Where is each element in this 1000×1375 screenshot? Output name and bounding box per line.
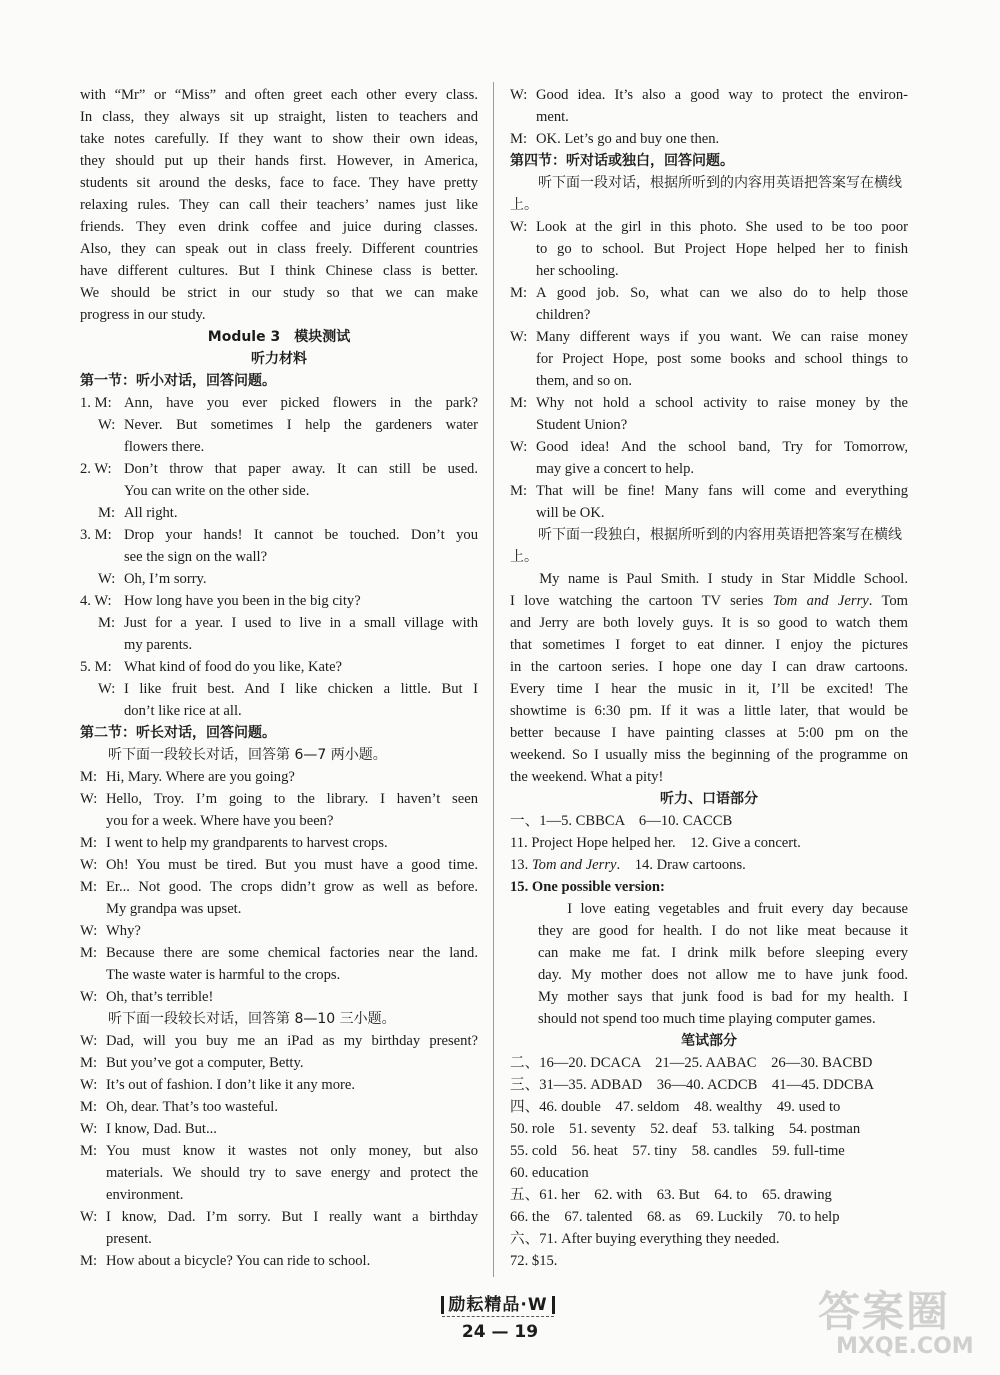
speaker: W:: [80, 1209, 98, 1225]
dialog-line: materials. We should try to save energy and protect the: [106, 1165, 478, 1181]
dialog-line: present.: [106, 1231, 152, 1247]
speaker: M:: [510, 483, 528, 499]
dialog-line: Ann, have you ever picked flowers in the park?: [124, 395, 478, 411]
dialog-line: Oh, that’s terrible!: [106, 989, 214, 1005]
speaker: W:: [80, 989, 98, 1005]
right-column: [510, 84, 908, 1272]
dialog-line: Never. But sometimes I help the gardeners water: [124, 417, 478, 433]
dialog-line: My grandpa was upset.: [106, 901, 242, 917]
show-title: Tom and Jerry: [772, 593, 869, 609]
monologue: [510, 568, 908, 788]
dialog-number: 3. M:: [80, 527, 112, 543]
text-segment: 13.: [510, 857, 532, 873]
speaker: W:: [510, 219, 528, 235]
dialog-line: environment.: [106, 1187, 184, 1203]
text-line: day. My mother does not allow me to have junk food.: [538, 967, 908, 983]
answer-line: 五、61. her 62. with 63. But 64. to 65. drawing: [510, 1187, 832, 1203]
short-dialog-3: [80, 524, 478, 590]
text-line: Every time I hear the music in it, I’ll be excited! The: [510, 681, 908, 697]
dialog-line: Why?: [106, 923, 141, 939]
speaker: M:: [80, 1055, 98, 1071]
speaker: M:: [510, 131, 528, 147]
dialog-line: may give a concert to help.: [536, 461, 695, 477]
section-4-intro-1: 听下面一段对话，根据所听到的内容用英语把答案写在横线上。: [510, 175, 902, 213]
dialog-line: What kind of food do you like, Kate?: [124, 659, 343, 675]
short-dialog-2: [80, 458, 478, 524]
text-line: I love eating vegetables and fruit every day because: [567, 901, 908, 917]
speaker: W:: [98, 681, 116, 697]
dialog-line: I know, Dad. I’m sorry. But I really want a birthday: [106, 1209, 478, 1225]
answer-line: 15. One possible version:: [510, 879, 665, 895]
text-line: the weekend. What a pity!: [510, 769, 664, 785]
text-line: that sometimes I forget to eat dinner. I enjoy the pictures: [510, 637, 908, 653]
dialog-line: you for a week. Where have you been?: [106, 813, 334, 829]
speaker: W:: [98, 417, 116, 433]
text-line: relaxing rules. They can call their teachers’ names just like: [80, 197, 478, 213]
left-column: [80, 84, 478, 1272]
speaker: W:: [80, 923, 98, 939]
dialog-line: Because there are some chemical factories near the land.: [106, 945, 478, 961]
watermark-text: 答案圈: [818, 1287, 951, 1336]
answer-line: 72. $15.: [510, 1253, 558, 1269]
short-dialog-5: [80, 656, 478, 722]
speaker: W:: [98, 571, 116, 587]
text-line: progress in our study.: [80, 307, 206, 323]
dialog-line: Look at the girl in this photo. She used to be too poor: [536, 219, 908, 235]
long-dialog-2-continued: [510, 84, 908, 150]
section-2-title: 第二节：听长对话，回答问题。: [80, 725, 276, 741]
dialog-line: will be OK.: [536, 505, 605, 521]
dialog-line: Hello, Troy. I’m going to the library. I haven’t seen: [106, 791, 478, 807]
text-line: better because I have painting classes at 5:00 pm on the: [510, 725, 908, 741]
brand-bar-right: [552, 1296, 555, 1314]
dialog-line: I know, Dad. But...: [106, 1121, 217, 1137]
short-dialog-1: [80, 392, 478, 458]
dialog-line: them, and so on.: [536, 373, 633, 389]
intro-paragraph: [80, 84, 478, 326]
text-line: take notes carefully. If they want to show their own ideas,: [80, 131, 478, 147]
dialog-line: Good idea! And the school band, Try for Tomorrow,: [536, 439, 908, 455]
dialog-number: 5. M:: [80, 659, 112, 675]
dialog-line: Hi, Mary. Where are you going?: [106, 769, 295, 785]
watermark: [818, 1287, 988, 1365]
text-line: My mother says that junk food is bad for my health. I: [538, 989, 908, 1005]
sample-essay: [510, 898, 908, 1030]
speaker: M:: [98, 615, 116, 631]
module-title: Module 3 模块测试: [207, 329, 351, 345]
text-line: in the cartoon series. I hope one day I can draw cartoons.: [510, 659, 908, 675]
section-4-title: 第四节：听对话或独白，回答问题。: [510, 153, 734, 169]
dialog-line: Drop your hands! It cannot be touched. Don’t you: [124, 527, 478, 543]
answer-line: 四、46. double 47. seldom 48. wealthy 49. used to: [510, 1099, 841, 1115]
text-line: they are good for health. I do not like meat because it: [538, 923, 908, 939]
long-dialog-2: [80, 1030, 478, 1272]
text-line: can make me fat. I drink milk before sleeping every: [538, 945, 908, 961]
text-line: should not spend too much time playing computer games.: [538, 1011, 876, 1027]
dialog-line: But you’ve got a computer, Betty.: [106, 1055, 304, 1071]
dialog-line: her schooling.: [536, 263, 619, 279]
speaker: M:: [80, 1253, 98, 1269]
dialog-line: How long have you been in the big city?: [124, 593, 361, 609]
dialog-line: How about a bicycle? You can ride to school.: [106, 1253, 371, 1269]
dialog-line: That will be fine! Many fans will come and everything: [536, 483, 908, 499]
text-line: and Jerry are both lovely guys. It is so good to watch them: [510, 615, 908, 631]
dialog-line: Student Union?: [536, 417, 628, 433]
speaker: M:: [80, 945, 98, 961]
text-line: have different cultures. But I think Chinese class is better.: [80, 263, 478, 279]
speaker: M:: [80, 835, 98, 851]
dialog-line: Just for a year. I used to live in a small village with: [124, 615, 478, 631]
dialog-line: ment.: [536, 109, 569, 125]
speaker: W:: [510, 329, 528, 345]
text-line: showtime is 6:30 pm. If it was a little later, that would be: [510, 703, 908, 719]
answer-line: 三、31—35. ADBAD 36—40. ACDCB 41—45. DDCBA: [510, 1077, 875, 1093]
dialog-line: Oh, I’m sorry.: [124, 571, 207, 587]
dialog-line: my parents.: [124, 637, 193, 653]
page-number: 24 — 19: [461, 1322, 539, 1342]
text-line: weekend. So I usually miss the beginning of the programme on: [510, 747, 908, 763]
dialog-line: It’s out of fashion. I don’t like it any more.: [106, 1077, 355, 1093]
dialog-number: 2. W:: [80, 461, 112, 477]
speaker: M:: [98, 505, 116, 521]
show-title: Tom and Jerry: [531, 857, 617, 873]
speaker: M:: [510, 285, 528, 301]
text-line: We should be strict in our study so that we can make: [80, 285, 478, 301]
dialog-line: Good idea. It’s also a good way to protect the environ-: [536, 87, 908, 103]
dialog-line: A good job. So, what can we also do to help those: [536, 285, 908, 301]
section-4-intro-2: 听下面一段独白，根据所听到的内容用英语把答案写在横线上。: [510, 527, 902, 565]
dialog-line: children?: [536, 307, 591, 323]
speaker: W:: [80, 1077, 98, 1093]
dialog-line: to go to school. But Project Hope helped her to finish: [536, 241, 908, 257]
dialog-line: for Project Hope, post some books and school things to: [536, 351, 908, 367]
dialog-number: 4. W:: [80, 593, 112, 609]
answer-line: 11. Project Hope helped her. 12. Give a concert.: [510, 835, 801, 851]
dialog-line: Many different ways if you want. We can raise money: [536, 329, 908, 345]
text-segment: I love watching the cartoon TV series: [510, 593, 773, 609]
answer-line: 60. education: [510, 1165, 589, 1181]
material-title: 听力材料: [251, 351, 307, 367]
watermark-url: MXQE.COM: [836, 1334, 974, 1359]
brand-logo: [428, 1290, 568, 1314]
speaker: W:: [510, 439, 528, 455]
answer-line: 一、1—5. CBBCA 6—10. CACCB: [510, 813, 733, 829]
dialog-line: see the sign on the wall?: [124, 549, 268, 565]
speaker: W:: [510, 87, 528, 103]
section-1-title: 第一节：听小对话，回答问题。: [80, 373, 276, 389]
dialog-line: Er... Not good. The crops didn’t grow as well as before.: [106, 879, 478, 895]
speaker: M:: [80, 1099, 98, 1115]
speaker: M:: [80, 1143, 98, 1159]
dialog-line: Why not hold a school activity to raise money by the: [536, 395, 908, 411]
dialog-line: All right.: [124, 505, 178, 521]
short-dialog-4: [80, 590, 478, 656]
text-segment: . Tom: [868, 593, 909, 609]
answer-line: 二、16—20. DCACA 21—25. AABAC 26—30. BACBD: [510, 1055, 873, 1071]
dialog-line: You must know it wastes not only money, but also: [106, 1143, 478, 1159]
dialog-line: Oh, dear. That’s too wasteful.: [106, 1099, 278, 1115]
speaker: W:: [80, 1033, 98, 1049]
brand-bar-left: [441, 1296, 444, 1314]
dialog-line: don’t like rice at all.: [124, 703, 242, 719]
text-line: My name is Paul Smith. I study in Star Middle School.: [539, 571, 908, 587]
dialog-line: Don’t throw that paper away. It can still be used.: [124, 461, 478, 477]
long-dialog-1: [80, 766, 478, 1008]
footer-rule: [442, 1316, 554, 1317]
text-line: with “Mr” or “Miss” and often greet each other every class.: [80, 87, 478, 103]
dialog-line: I like fruit best. And I like chicken a little. But I: [124, 681, 478, 697]
text-line: friends. They even drink coffee and juice during classes.: [80, 219, 478, 235]
dialog-line: Oh! You must be tired. But you must have a good time.: [106, 857, 478, 873]
speaker: W:: [80, 857, 98, 873]
long-dialog-3: [510, 216, 908, 524]
answer-line: 六、71. After buying everything they needed.: [510, 1231, 780, 1247]
answer-line: [510, 854, 908, 876]
column-divider: [493, 82, 494, 1277]
section-2-intro-2: 听下面一段较长对话，回答第 8—10 三小题。: [108, 1011, 396, 1027]
answers-written-title: 笔试部分: [681, 1033, 737, 1049]
text-line: In class, they always sit up straight, listen to teachers and: [80, 109, 478, 125]
answer-line: 55. cold 56. heat 57. tiny 58. candles 59. full-time: [510, 1143, 845, 1159]
answer-line: 66. the 67. talented 68. as 69. Luckily 70. to help: [510, 1209, 840, 1225]
answer-line: 50. role 51. seventy 52. deaf 53. talking 54. postman: [510, 1121, 861, 1137]
text-line: [510, 590, 908, 612]
speaker: W:: [80, 1121, 98, 1137]
dialog-line: You can write on the other side.: [124, 483, 310, 499]
speaker: M:: [80, 879, 98, 895]
dialog-line: Dad, will you buy me an iPad as my birthday present?: [106, 1033, 478, 1049]
text-line: students sit around the desks, face to face. They have pretty: [80, 175, 478, 191]
text-line: they should put up their hands first. However, in America,: [80, 153, 478, 169]
text-line: Also, they can speak out in class freely. Different countries: [80, 241, 478, 257]
speaker: M:: [510, 395, 528, 411]
brand-text: 励耘精品·W: [448, 1295, 548, 1315]
dialog-line: OK. Let’s go and buy one then.: [536, 131, 720, 147]
speaker: M:: [80, 769, 98, 785]
speaker: W:: [80, 791, 98, 807]
text-segment: . 14. Draw cartoons.: [616, 857, 746, 873]
dialog-line: I went to help my grandparents to harvest crops.: [106, 835, 388, 851]
dialog-number: 1. M:: [80, 395, 112, 411]
section-2-intro-1: 听下面一段较长对话，回答第 6—7 两小题。: [108, 747, 387, 763]
dialog-line: flowers there.: [124, 439, 205, 455]
dialog-line: The waste water is harmful to the crops.: [106, 967, 341, 983]
answers-listening-title: 听力、口语部分: [660, 791, 758, 807]
